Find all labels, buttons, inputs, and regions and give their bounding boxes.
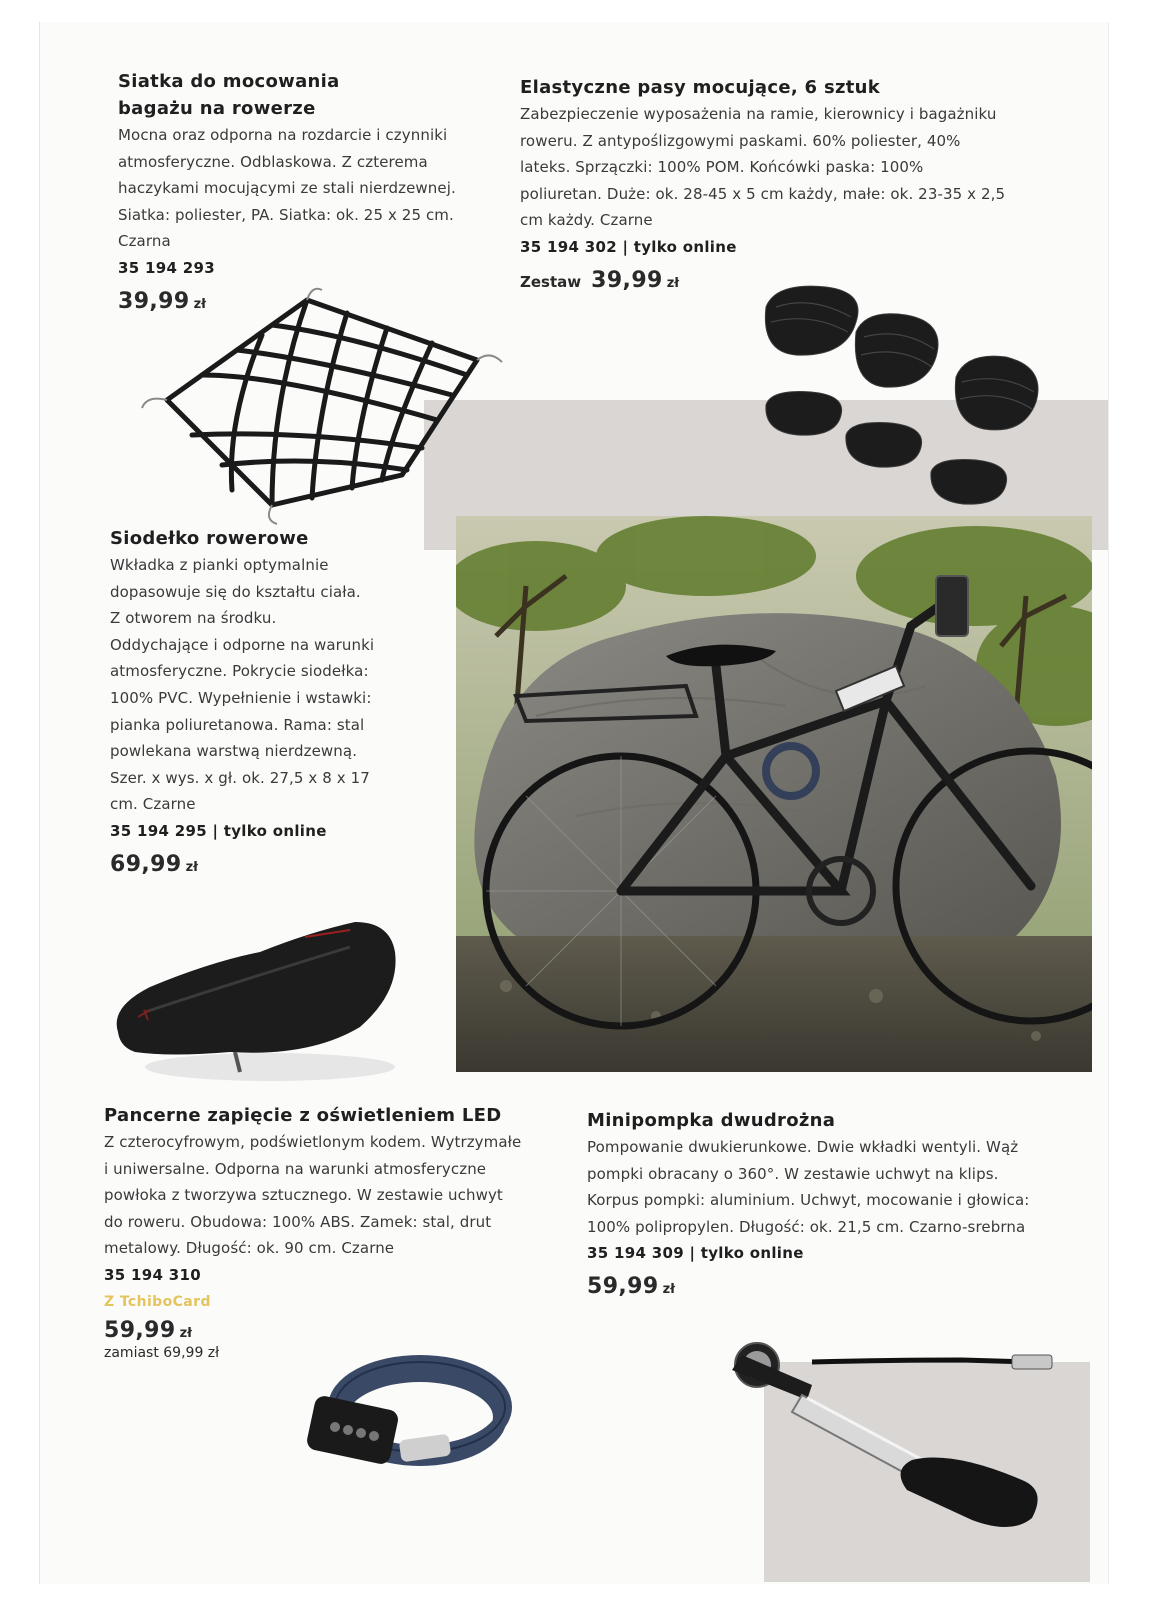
price-row — [110, 852, 430, 877]
product-title: Elastyczne pasy mocujące, 6 sztuk — [520, 77, 881, 98]
product-description: Mocna oraz odporna na rozdarcie i czynniki atmosferyczne. Odblaskowa. Z czterema haczykami mocującymi ze stali nierdzewnej. Siatka: poliester, PA. Siatka: ok. 25 x 25 cm. Czarna — [118, 126, 456, 251]
currency: zł — [185, 859, 198, 875]
product-title: Siatka do mocowania bagażu na rowerze — [118, 71, 340, 119]
price: 39,99 — [118, 288, 190, 314]
price-prefix: Zestaw — [520, 272, 582, 291]
product-description: Wkładka z pianki optymalnie dopasowuje się do kształtu ciała. Z otworem na środku. Oddychające i odporne na warunki atmosferyczne. Pokrycie siodełka: 100% PVC. Wypełnienie i wstawki: pianka poliuretanowa. Rama: stal powlekana warstwą nierdzewną. Szer. x wys. x gł. ok. 27,5 x 8 x 17 cm. Czarne — [110, 556, 375, 814]
product-code: 35 194 309 | tylko online — [587, 1244, 804, 1263]
tchibocard-label: Z TchiboCard — [104, 1293, 211, 1310]
product-code: 35 194 293 — [118, 258, 215, 277]
currency: zł — [179, 1325, 192, 1341]
lock-image — [290, 1342, 520, 1492]
product-title: Siodełko rowerowe — [110, 528, 309, 549]
price-row — [587, 1274, 1057, 1299]
currency: zł — [662, 1282, 675, 1298]
product-description: Pompowanie dwukierunkowe. Dwie wkładki wentyli. Wąż pompki obracany o 360°. W zestawie uchwyt na klips. Korpus pompki: aluminium. Uchwyt, mocowanie i głowica: 100% polipropylen. Długość: ok. 21,5 cm. Czarno-srebrna — [587, 1138, 1030, 1236]
product-description: Zabezpieczenie wyposażenia na ramie, kierownicy i bagażniku roweru. Z antypoślizgowymi paskami. 60% poliester, 40% lateks. Sprzączki: 100% POM. Końcówki paska: 100% poliuretan. Duże: ok. 28-45 x 5 cm każdy, małe: ok. 23-35 x 2,5 cm każdy. Czarne — [520, 105, 1006, 230]
product-net — [118, 68, 478, 314]
price-row — [104, 1318, 574, 1343]
product-straps — [520, 74, 1020, 293]
previous-price: zamiast 69,99 zł — [104, 1344, 220, 1361]
bicycle-photo — [456, 516, 1092, 1072]
price: 59,99 — [104, 1317, 176, 1343]
product-title: Minipompka dwudrożna — [587, 1110, 836, 1131]
product-lock — [104, 1102, 574, 1361]
price: 39,99 — [591, 267, 663, 293]
product-code: 35 194 295 | tylko online — [110, 821, 327, 840]
product-saddle — [110, 525, 430, 877]
product-code: 35 194 302 | tylko online — [520, 237, 737, 256]
straps-image — [756, 277, 1056, 517]
product-pump — [587, 1107, 1057, 1299]
product-description: Z czterocyfrowym, podświetlonym kodem. Wytrzymałe i uniwersalne. Odporna na warunki atmosferyczne powłoka z tworzywa sztucznego. W zestawie uchwyt do roweru. Obudowa: 100% ABS. Zamek: stal, drut metalowy. Długość: ok. 90 cm. Czarne — [104, 1133, 522, 1258]
currency: zł — [193, 296, 206, 312]
product-title: Pancerne zapięcie z oświetleniem LED — [104, 1105, 502, 1126]
price: 59,99 — [587, 1274, 659, 1300]
saddle-image — [110, 892, 400, 1092]
currency: zł — [666, 275, 680, 291]
net-image — [132, 280, 522, 530]
pump-image — [712, 1340, 1072, 1540]
catalog-page — [40, 22, 1108, 1584]
product-code: 35 194 310 — [104, 1265, 201, 1284]
price: 69,99 — [110, 851, 182, 877]
